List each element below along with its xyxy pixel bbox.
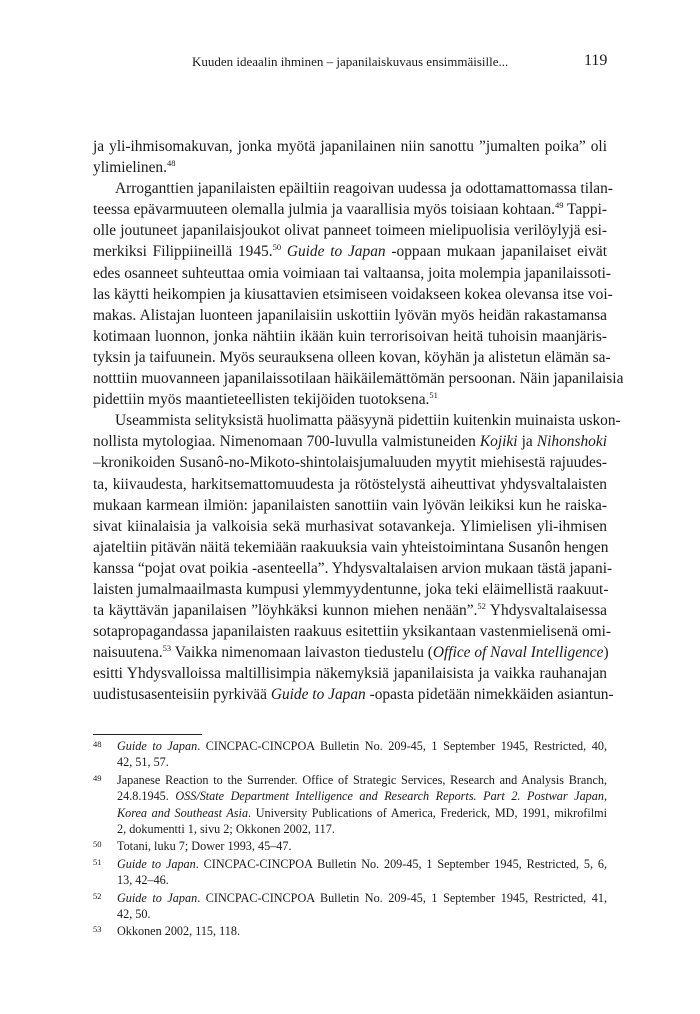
italic-title: Guide to Japan <box>270 686 366 704</box>
text-line: kanssa “pojat ovat poikia -asenteella”. Yhdysvaltalaisen arvion mukaan tästä japani- <box>93 559 613 577</box>
text-line: ja yli-ihmisomakuvan, jonka myötä japanilainen niin sanottu ”jumalten poika” oli <box>93 138 607 155</box>
text-line: laisten jumalmaailmasta kumpusi ylemmyydentunne, joka teki eläimellistä raakuut- <box>93 580 609 598</box>
footnote-number: 51 <box>93 856 102 867</box>
footnote-48: 48 Guide to Japan. CINCPAC-CINCPOA Bulletin No. 209-45, 1 September 1945, Restricted, 40, 42, 51, 57. <box>93 739 607 770</box>
text-line: makas. Alistajan luonteen japanilaisiin uskottiin lyövän myös heidän rakastamansa <box>93 306 607 324</box>
footnote-49: 49 Japanese Reaction to the Surrender. Office of Strategic Services, Research and Analysis Branch, 24.8.1945. OSS/State Department Intelligence and Research Reports. Part 2. Postwar Japan, Korea and Southeast Asia. University Publications of America, Frederick, MD, 1991, mikrofilmi 2, dokumentti 1, sivu 2; Okkonen 2002, 117. <box>93 772 608 836</box>
footnote-number: 49 <box>93 772 102 783</box>
text-line: esitti Yhdysvalloissa maltillisimpia näkemyksiä japanilaisista ja vaikka rauhanajan <box>93 665 607 683</box>
footnote-ref-48[interactable]: 48 <box>166 158 176 169</box>
footnote-50: 50 Totani, luku 7; Dower 1993, 45–47. <box>93 839 292 854</box>
paragraph-start: Arroganttien japanilaisten epäiltiin reagoivan uudessa ja odottamattomassa tilan- <box>115 180 613 198</box>
text-line: kotimaan luonnon, jonka nähtiin ikään kuin terrorisoivan heitä tuhoisin maanjäris- <box>93 327 607 345</box>
footnote-number: 48 <box>93 739 102 749</box>
footnote-number: 52 <box>93 890 102 901</box>
footnote-52: 52 Guide to Japan. CINCPAC-CINCPOA Bulletin No. 209-45, 1 September 1945, Restricted, 41, 42, 50. <box>93 890 607 921</box>
text-line: ta, kiivaudesta, harkitsemattomuudesta ja rötöstelystä aiheuttivat yhdysvaltalaisten <box>93 475 607 493</box>
italic-title: Office of Naval Intelligence <box>432 644 604 662</box>
footnote-number: 50 <box>93 839 102 850</box>
footnote-ref-52[interactable]: 52 <box>477 601 486 612</box>
text-line: –kronikoiden Susanô-no-Mikoto-shintolaisjumaluuden myytit miehisestä rajuudes- <box>93 454 607 472</box>
text-line: teessa epävarmuuteen olemalla julmia ja vaarallisia myös toisiaan kohtaan.$^{49}$ Tappi- <box>93 200 608 219</box>
body-text <box>93 136 624 706</box>
footnote-53: 53 Okkonen 2002, 115, 118. <box>93 924 240 939</box>
text-line: ta käyttävän japanilaisen ”löyhkäksi kunnon miehen nenään”.$^{52}$ Yhdysvaltalaisessa <box>93 601 608 620</box>
text-line: nollista mytologiaa. Nimenomaan 700-luvulla valmistuneiden Kojiki ja Nihonshoki <box>93 433 607 451</box>
text-line: tyksin ja taifuunein. Myös seurauksena olleen kovan, köyhän ja alistetun elämän sa- <box>93 348 611 366</box>
text-line: las käytti heikompien ja kiusattavien etsimiseen voidakseen kokea olevansa itse voi- <box>93 285 613 303</box>
text-line: ylimielinen.$^{48}$ <box>93 158 176 177</box>
running-title: Kuuden ideaalin ihminen – japanilaiskuvaus ensimmäisille... <box>192 54 509 69</box>
page-number: 119 <box>584 52 608 69</box>
footnote-divider <box>93 734 202 735</box>
footnote-number: 53 <box>93 924 102 935</box>
footnote-ref-49[interactable]: 49 <box>554 200 564 211</box>
text-line: sivat kiinalaisia ja valkoisia sekä murhasivat sotavankeja. Ylimielisen yli-ihmisen <box>93 517 607 535</box>
text-line: mukaan karmean ilmiön: japanilaisten sanottiin vain lyövän leikiksi kun he raiska- <box>93 496 607 514</box>
text-line: pidettiin myös maantieteellisten tekijöiden tuotoksena.$^{51}$ <box>93 390 438 409</box>
text-line: olle joutuneet japanilaisjoukot olivat panneet toimeen mielipuolisia verilöylyjä esi- <box>93 222 607 240</box>
text-line: notttiin muovanneen japanilaissotilaan häikäilemättömän persoonan. Näin japanilaisia <box>93 370 624 388</box>
text-line: sotapropagandassa japanilaisten raakuus esitettiin yksikantaan vastenmielisenä omi- <box>93 623 611 641</box>
paragraph-start: Useammista selityksistä huolimatta pääsyynä pidettiin kuitenkin muinaista uskon- <box>115 412 621 430</box>
running-head <box>0 54 700 74</box>
footnote-ref-51[interactable]: 51 <box>429 390 438 401</box>
footnote-51: 51 Guide to Japan. CINCPAC-CINCPOA Bulletin No. 209-45, 1 September 1945, Restricted, 5, 6, 13, 42–46. <box>93 856 607 888</box>
text-line: merkiksi Filippiineillä 1945.50 Guide to Japan -oppaan mukaan japanilaiset eivät <box>93 242 607 261</box>
footnote-ref-53[interactable]: 53 <box>162 643 172 654</box>
italic-title: Guide to Japan <box>286 243 386 261</box>
text-line: naisuutena.$^{53}$ Vaikka nimenomaan laivaston tiedustelu (Office of Naval Intelligence) <box>93 643 609 662</box>
italic-title: Kojiki <box>479 433 518 451</box>
text-line: ajateltiin pitävän näitä tekemiään raakuuksia vain yhteistoimintana Susanôn hengen <box>93 538 609 556</box>
footnote-ref-50[interactable]: 50 <box>272 242 282 253</box>
italic-title: Nihonshoki <box>536 433 607 451</box>
text-line: uudistusasenteisiin pyrkivää Guide to Japan -opasta pidetään nimekkäiden asiantun- <box>93 686 614 704</box>
text-line: edes osanneet suhteuttaa omia voimiaan tai valtaansa, joita molempia japanilaissoti- <box>93 264 611 282</box>
footnotes <box>93 738 607 941</box>
